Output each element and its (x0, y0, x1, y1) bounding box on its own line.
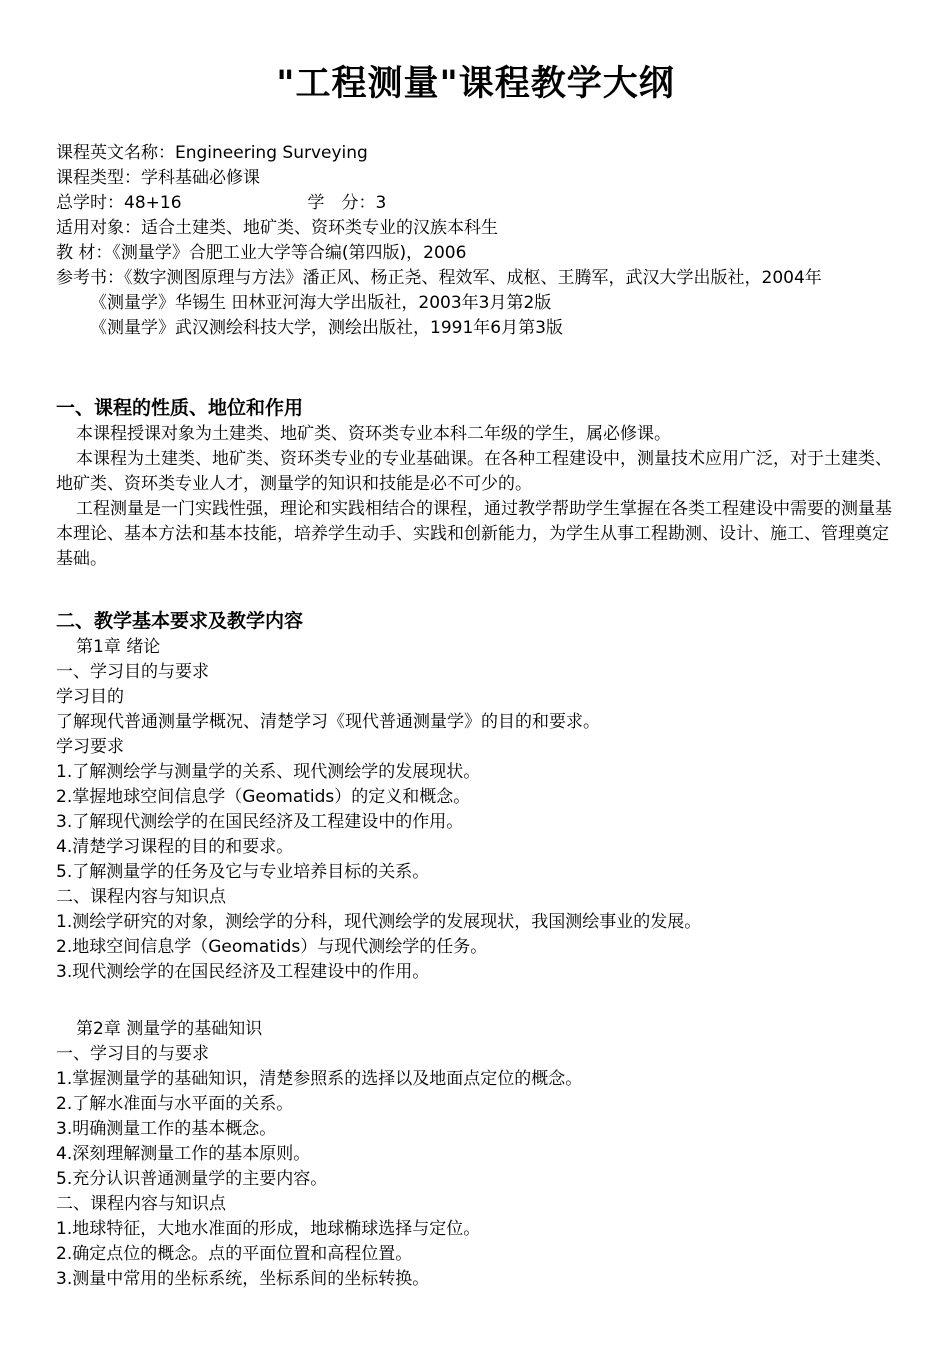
list-item: 5.了解测量学的任务及它与专业培养目标的关系。 (56, 862, 430, 882)
sub-heading: 学习要求 (56, 737, 124, 757)
list-item: 2.掌握地球空间信息学（Geomatids）的定义和概念。 (56, 787, 471, 807)
list-item: 1.测绘学研究的对象，测绘学的分科，现代测绘学的发展现状，我国测绘事业的发展。 (56, 912, 702, 932)
list-item: 5.充分认识普通测量学的主要内容。 (56, 1169, 328, 1189)
sub-heading: 一、学习目的与要求 (56, 662, 209, 682)
audience: 适用对象：适合土建类、地矿类、资环类专业的汉族本科生 (56, 218, 498, 238)
sub-heading: 二、课程内容与知识点 (56, 887, 226, 907)
section-heading: 一、课程的性质、地位和作用 (56, 397, 304, 419)
course-type: 课程类型：学科基础必修课 (56, 168, 260, 188)
sub-heading: 二、课程内容与知识点 (56, 1194, 226, 1214)
list-item: 2.了解水准面与水平面的关系。 (56, 1094, 294, 1114)
list-item: 3.了解现代测绘学的在国民经济及工程建设中的作用。 (56, 812, 464, 832)
list-item: 2.确定点位的概念。点的平面位置和高程位置。 (56, 1244, 413, 1264)
paragraph: 工程测量是一门实践性强，理论和实践相结合的课程，通过教学帮助学生掌握在各类工程建设中需要的测量基本理论、基本方法和基本技能，培养学生动手、实践和创新能力，为学生从事工程勘测、设计、施工、管理奠定基础。 (56, 499, 892, 569)
chapter-2 (56, 1017, 896, 1292)
section-heading: 二、教学基本要求及教学内容 (56, 610, 304, 632)
section-requirements (56, 608, 896, 985)
reference-1: 参考书：《数字测图原理与方法》潘正风、杨正尧、程效军、成枢、王腾军，武汉大学出版社，2004年 (56, 268, 822, 288)
total-hours: 总学时：48+16 (56, 193, 182, 213)
document-title: "工程测量"课程教学大纲 (276, 64, 675, 104)
course-meta (56, 141, 896, 341)
reference-3: 《测量学》武汉测绘科技大学，测绘出版社，1991年6月第3版 (90, 318, 563, 338)
chapter-title: 第2章 测量学的基础知识 (76, 1019, 263, 1039)
chapter-title: 第1章 绪论 (76, 637, 161, 657)
list-item: 3.测量中常用的坐标系统，坐标系间的坐标转换。 (56, 1269, 430, 1289)
list-item: 1.了解测绘学与测量学的关系、现代测绘学的发展现状。 (56, 762, 481, 782)
hours-credits-row (56, 191, 896, 216)
sub-heading: 学习目的 (56, 687, 124, 707)
reference-2: 《测量学》华锡生 田林亚河海大学出版社，2003年3月第2版 (90, 293, 552, 313)
list-item: 1.掌握测量学的基础知识，清楚参照系的选择以及地面点定位的概念。 (56, 1069, 583, 1089)
list-item: 3.明确测量工作的基本概念。 (56, 1119, 277, 1139)
list-item: 1.地球特征，大地水准面的形成，地球椭球选择与定位。 (56, 1219, 481, 1239)
list-item: 4.深刻理解测量工作的基本原则。 (56, 1144, 311, 1164)
list-item: 2.地球空间信息学（Geomatids）与现代测绘学的任务。 (56, 937, 488, 957)
textbook: 教 材：《测量学》合肥工业大学等合编(第四版)，2006 (56, 243, 467, 263)
purpose-text: 了解现代普通测量学概况、清楚学习《现代普通测量学》的目的和要求。 (56, 712, 600, 732)
list-item: 4.清楚学习课程的目的和要求。 (56, 837, 294, 857)
english-name: 课程英文名称：Engineering Surveying (56, 143, 368, 163)
paragraph: 本课程为土建类、地矿类、资环类专业的专业基础课。在各种工程建设中，测量技术应用广泛，对于土建类、地矿类、资环类专业人才，测量学的知识和技能是必不可少的。 (56, 449, 892, 494)
paragraph: 本课程授课对象为土建类、地矿类、资环类专业本科二年级的学生，属必修课。 (76, 424, 671, 444)
list-item: 3.现代测绘学的在国民经济及工程建设中的作用。 (56, 962, 430, 982)
sub-heading: 一、学习目的与要求 (56, 1044, 209, 1064)
credits: 学 分：3 (307, 193, 387, 213)
section-nature (56, 395, 896, 572)
